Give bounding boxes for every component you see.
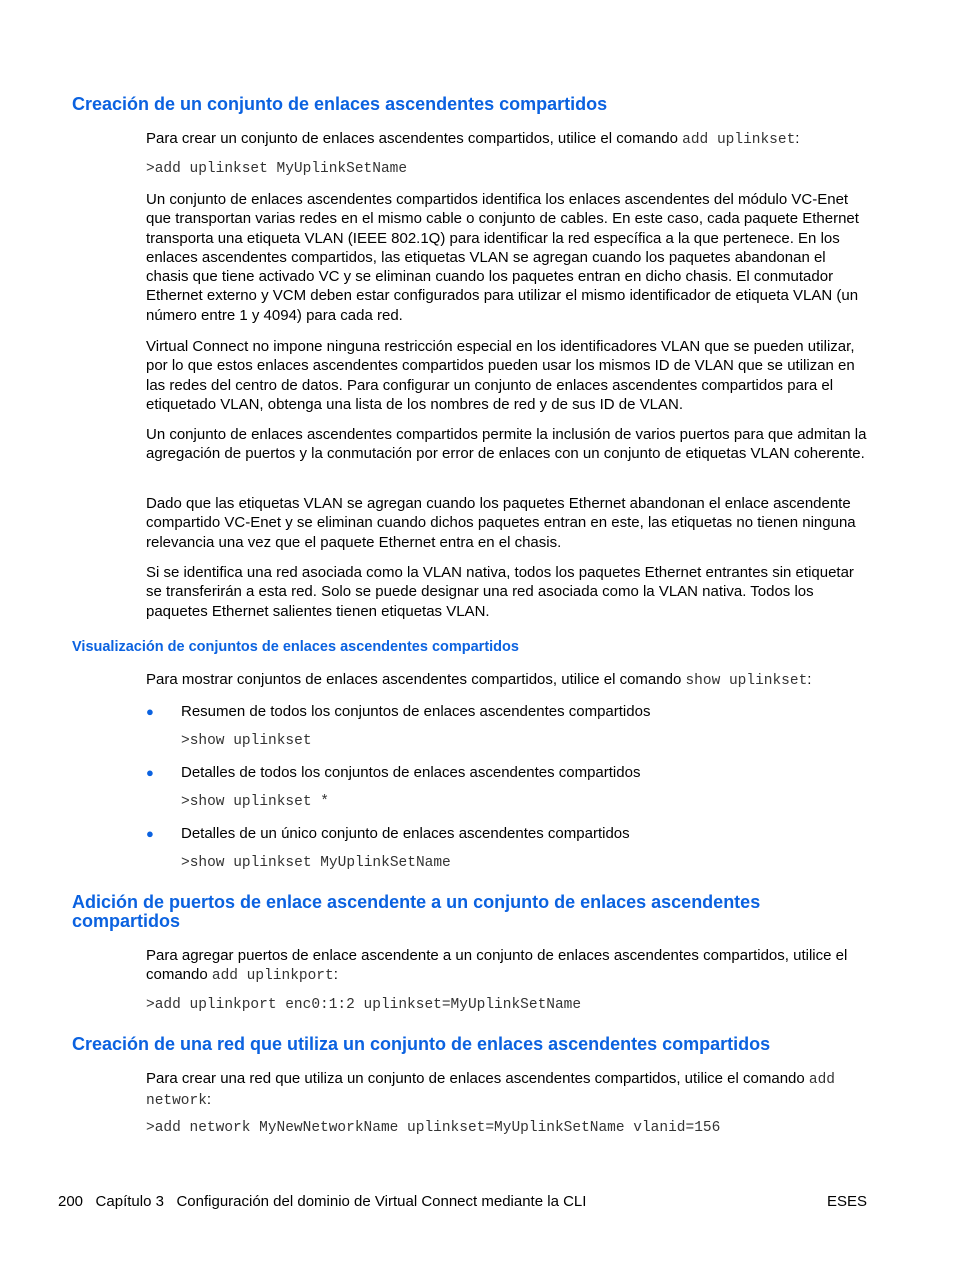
intro-suffix: : — [206, 1091, 212, 1109]
code-example-show-uplinkset-summary: >show uplinkset — [181, 733, 312, 749]
bullet-icon: ● — [146, 704, 154, 719]
code-example-show-uplinkset-all: >show uplinkset * — [181, 794, 329, 810]
intro-paragraph-create-network — [146, 1069, 870, 1112]
footer-locale: ESES — [826, 1193, 867, 1210]
footer-chapter-title: Configuración del dominio de Virtual Connect mediante la CLI — [176, 1193, 587, 1210]
code-example-add-uplinkset: >add uplinkset MyUplinkSetName — [146, 161, 408, 177]
intro-suffix: : — [795, 130, 800, 147]
paragraph-native-vlan: Si se identifica una red asociada como la VLAN nativa, todos los paquetes Ethernet entrantes sin etiquetar se transferirán a esta red. Solo se puede designar una red asociada como la VLAN nativa. Todos los paquetes Ethernet salientes tienen etiquetas VLAN. — [146, 564, 854, 620]
paragraph-port-aggregation: Un conjunto de enlaces ascendentes compartidos permite la inclusión de varios puertos para que admitan la agregación de puertos y la conmutación por error de enlaces con un conjunto de etiquetas VLAN coherente. — [146, 426, 867, 463]
intro-suffix: : — [807, 671, 812, 688]
paragraph-vlan-restrictions: Virtual Connect no impone ninguna restricción especial en los identificadores VLAN que se pueden utilizar, por lo que estos enlaces ascendentes compartidos pueden usar los mismos ID de VLAN que se utilizan en las redes del centro de datos. Para configurar un conjunto de enlaces ascendentes compartidos para el etiquetado VLAN, obtenga una lista de los nombres de red y de sus ID de VLAN. — [146, 338, 855, 413]
list-item-text: Detalles de un único conjunto de enlaces ascendentes compartidos — [181, 825, 630, 842]
inline-command: add uplinkset — [682, 132, 796, 148]
intro-paragraph-show-uplinkset — [146, 670, 870, 691]
paragraph-uplinkset-description: Un conjunto de enlaces ascendentes compartidos identifica los enlaces ascendentes del módulo VC-Enet que transportan varias redes en el mismo cable o conjunto de cables. En este caso, cada paquete Ethernet transporta una etiqueta VLAN (IEEE 802.1Q) para identificar la red específica a la que pertenece. En los enlaces ascendentes compartidos, las etiquetas VLAN se agregan cuando los paquetes abandonan el chasis que tiene activado VC y se eliminan cuando los paquetes entran en dicho chasis. El conmutador Ethernet externo y VCM deben estar configurados para utilizar el mismo identificador de etiqueta VLAN (un número entre 1 y 4094) para cada red. — [146, 191, 859, 324]
intro-text: Para agregar puertos de enlace ascendente a un conjunto de enlaces ascendentes compartidos, utilice el comando — [146, 947, 848, 984]
code-example-add-uplinkport: >add uplinkport enc0:1:2 uplinkset=MyUplinkSetName — [146, 997, 582, 1013]
section-heading-add-uplinkport: Adición de puertos de enlace ascendente a un conjunto de enlaces ascendentes compartidos — [72, 892, 761, 931]
footer-chapter: Capítulo 3 — [95, 1193, 164, 1210]
code-example-show-uplinkset-single: >show uplinkset MyUplinkSetName — [181, 855, 451, 871]
code-example-add-network: >add network MyNewNetworkName uplinkset=MyUplinkSetName vlanid=156 — [146, 1120, 721, 1136]
inline-command: add uplinkport — [211, 968, 334, 985]
intro-paragraph-create-uplinkset — [146, 129, 870, 150]
inline-command: show uplinkset — [685, 673, 808, 689]
intro-text: Para mostrar conjuntos de enlaces ascendentes compartidos, utilice el comando — [146, 671, 686, 688]
intro-text: Para crear un conjunto de enlaces ascendentes compartidos, utilice el comando — [146, 130, 683, 147]
subsection-heading-show-uplinkset: Visualización de conjuntos de enlaces ascendentes compartidos — [72, 639, 519, 655]
page-footer — [58, 1192, 586, 1211]
list-item-text: Resumen de todos los conjuntos de enlaces ascendentes compartidos — [181, 703, 651, 720]
page-number: 200 — [58, 1193, 84, 1210]
intro-text: Para crear una red que utiliza un conjunto de enlaces ascendentes compartidos, utilice el comando — [146, 1070, 809, 1087]
section-heading-create-network: Creación de una red que utiliza un conjunto de enlaces ascendentes compartidos — [72, 1034, 771, 1054]
bullet-icon: ● — [146, 765, 154, 780]
inline-command: add network — [146, 1072, 836, 1110]
section-heading-create-uplinkset: Creación de un conjunto de enlaces ascendentes compartidos — [72, 94, 608, 114]
paragraph-vlan-tags-relevance: Dado que las etiquetas VLAN se agregan cuando los paquetes Ethernet abandonan el enlace ascendente compartido VC-Enet y se eliminan cuando dichos paquetes entran en este, las etiquetas no tienen ninguna relevancia una vez que el paquete Ethernet entra en el chasis. — [146, 495, 856, 551]
bullet-icon: ● — [146, 826, 154, 841]
list-item-text: Detalles de todos los conjuntos de enlaces ascendentes compartidos — [181, 764, 641, 781]
intro-paragraph-add-uplinkport — [146, 946, 870, 987]
intro-suffix: : — [333, 966, 338, 984]
